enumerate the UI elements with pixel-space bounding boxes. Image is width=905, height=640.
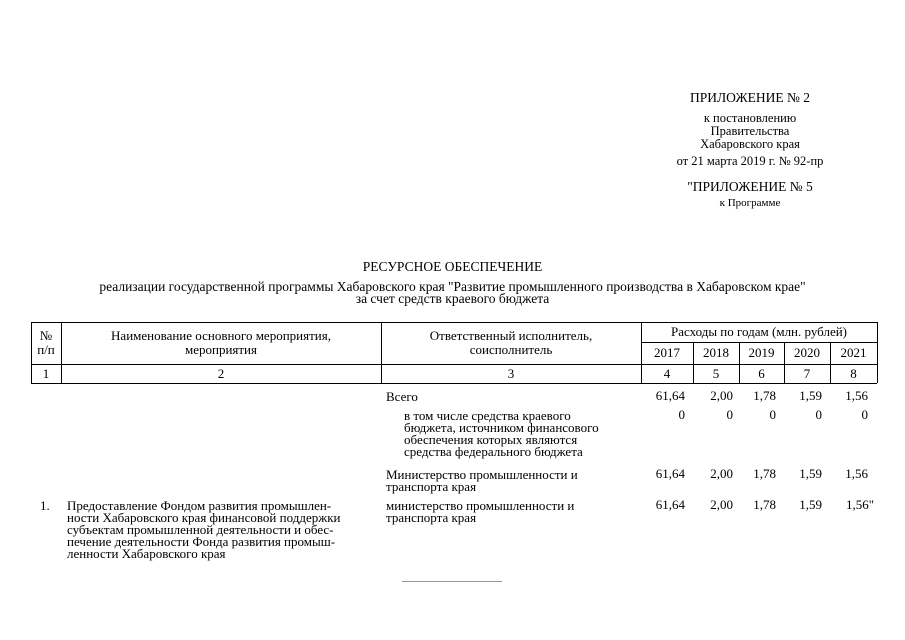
row-executor-line: средства федерального бюджета [404,444,583,459]
header-year: 2021 [840,345,867,360]
row-value: 2,00 [710,466,733,481]
column-number: 6 [758,366,765,381]
doc-subtitle-1: реализации государственной программы Хабаровского края "Развитие промышленного производства в Хабаровском крае" [99,279,806,294]
column-number: 4 [663,366,671,381]
row-executor-line: бюджета, источником финансового [404,420,599,435]
header-executor-1: Ответственный исполнитель, [429,328,593,343]
header-year: 2019 [748,345,775,360]
row-value: 0 [726,407,733,422]
prev-appendix-to: к Программе [719,197,781,209]
row-name-line: субъектам промышленной деятельности и обес- [67,522,334,537]
header-name-1: Наименование основного мероприятия, [111,328,331,343]
row-value: 1,56" [845,497,874,512]
column-number: 1 [42,366,50,381]
row-executor-line: обеспечения которых являются [404,432,578,447]
row-name-line: печение деятельности Фонда развития промыш- [67,534,336,549]
appendix-region: Хабаровского края [700,137,800,151]
row-value: 1,78 [753,388,776,403]
appendix-date: от 21 марта 2019 г. № 92-пр [676,154,824,168]
row-value: 61,64 [655,466,685,481]
row-executor-line: министерство промышленности и [386,498,575,513]
header-name-2: мероприятия [184,342,257,357]
row-executor-line: транспорта края [386,510,477,525]
row-executor-line: Всего [386,389,418,404]
row-value: 61,64 [655,497,685,512]
row-name-line: ности Хабаровского края финансовой поддержки [67,510,341,525]
doc-title: РЕСУРСНОЕ ОБЕСПЕЧЕНИЕ [362,259,543,274]
row-value: 61,64 [655,388,685,403]
appendix-title: ПРИЛОЖЕНИЕ № 2 [689,90,811,105]
column-number: 8 [850,366,857,381]
row-executor-line: Министерство промышленности и [386,467,578,482]
closing-separator [402,581,502,582]
column-number: 2 [217,366,225,381]
row-value: 1,56 [845,388,868,403]
row-executor-line: в том числе средства краевого [404,408,571,423]
row-name-line: Предоставление Фондом развития промышлен- [67,498,332,513]
table-line-header-bottom [31,364,877,365]
table-line-top [31,322,877,323]
row-value: 1,59 [799,466,822,481]
row-number: 1. [40,498,50,513]
header-executor-2: соисполнитель [469,342,553,357]
table-line-years [641,342,877,343]
row-name-line: ленности Хабаровского края [67,546,226,561]
column-number: 3 [507,366,515,381]
row-executor-line: транспорта края [386,479,477,494]
header-no-2: п/п [37,342,55,357]
header-year: 2018 [703,345,729,360]
row-value: 1,59 [799,388,822,403]
appendix-to: к постановлению [703,111,797,125]
row-value: 0 [769,407,776,422]
row-value: 1,78 [753,466,776,481]
row-value: 1,59 [799,497,822,512]
header-no-1: № [39,328,53,343]
prev-appendix-title: "ПРИЛОЖЕНИЕ № 5 [687,179,813,194]
header-expenses: Расходы по годам (млн. рублей) [670,324,848,339]
table-line-numbers-bottom [31,383,877,384]
column-number: 5 [712,366,720,381]
table-vline [877,322,878,383]
doc-subtitle-2: за счет средств краевого бюджета [355,291,550,306]
row-value: 0 [861,407,868,422]
row-value: 1,56 [845,466,868,481]
header-year: 2020 [794,345,820,360]
header-year: 2017 [654,345,680,360]
row-value: 2,00 [710,497,733,512]
appendix-government: Правительства [710,124,790,138]
column-number: 7 [803,366,811,381]
row-value: 2,00 [710,388,733,403]
row-value: 1,78 [753,497,776,512]
row-value: 0 [678,407,685,422]
row-value: 0 [815,407,822,422]
